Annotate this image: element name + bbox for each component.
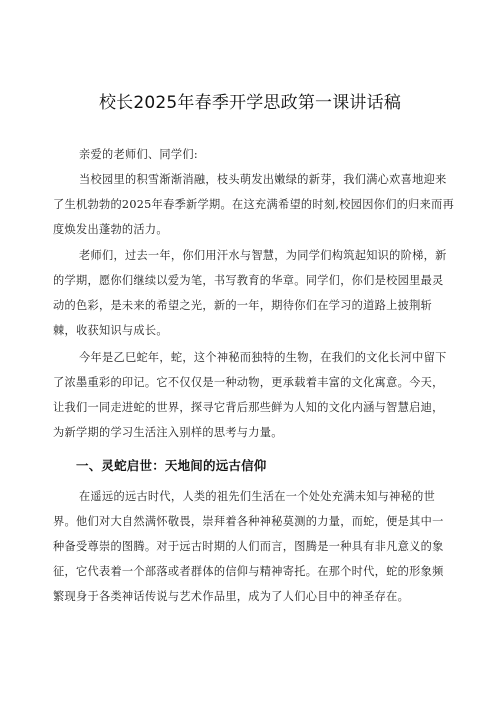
paragraph-opening: 当校园里的积雪渐渐消融，枝头萌发出嫩绿的新芽，我们满心欢喜地迎来了生机勃勃的2025年春季新学期。在这充满希望的时刻,校园因你们的归来而再度焕发出蓬勃的活力。 [53,173,455,236]
paragraph-snake-year: 今年是乙巳蛇年，蛇，这个神秘而独特的生物，在我们的文化长河中留下了浓墨重彩的印记。它不仅仅是一种动物，更承载着丰富的文化寓意。今天，让我们一同走进蛇的世界，探寻它背后那些鲜为人知的文化内涵与智慧启迪，为新学期的学习生活注入别样的思考与力量。 [53,351,447,439]
section-heading: 一、灵蛇启世：天地间的远古信仰 [76,458,267,473]
paragraph-ancient-totem: 在遥远的远古时代，人类的祖先们生活在一个处处充满未知与神秘的世界。他们对大自然满怀敬畏，崇拜着各种神秘莫测的力量，而蛇，便是其中一种备受尊崇的图腾。对于远古时期的人们而言，图腾是一种具有非凡意义的象征，它代表着一个部落或者群体的信仰与精神寄托。在那个时代，蛇的形象频繁现身于各类神话传说与艺术作品里，成为了人们心目中的神圣存在。 [53,490,444,603]
paragraph-teachers-students: 老师们，过去一年，你们用汗水与智慧，为同学们构筑起知识的阶梯，新的学期，愿你们继续以爱为笔，书写教育的华章。同学们，你们是校园里最灵动的色彩，是未来的希望之光，新的一年，期待你们在学习的道路上披荆斩棘，收获知识与成长。 [53,249,447,337]
document-title: 校长2025年春季开学思政第一课讲话稿 [98,93,402,113]
salutation: 亲爱的老师们、同学们: [79,148,198,161]
